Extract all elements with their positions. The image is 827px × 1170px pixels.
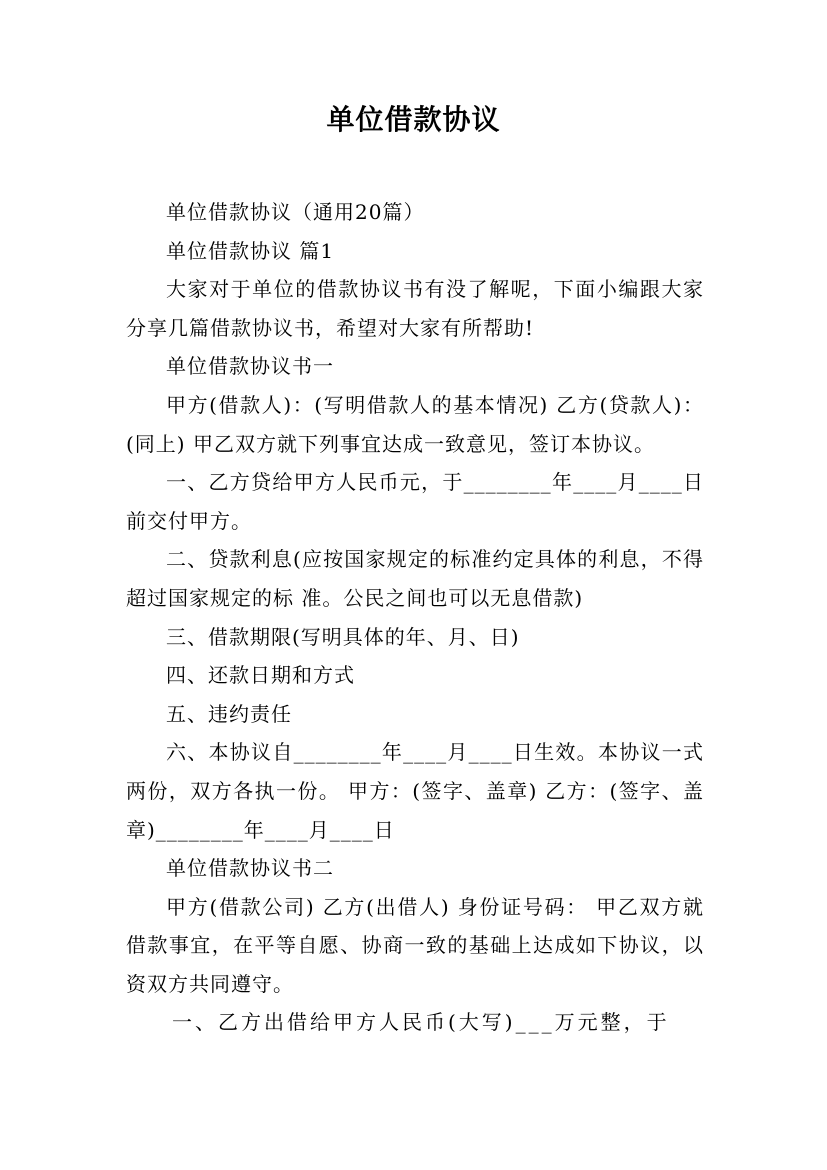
paragraph-clause-6: 六、本协议自________年____月____日生效。本协议一式两份，双方各执一份。 甲方：(签字、盖章) 乙方：(签字、盖章)________年____月____日 (126, 740, 704, 842)
paragraph-subtitle: 单位借款协议（通用20篇） (166, 200, 425, 224)
paragraph-agreement-two-heading: 单位借款协议书二 (166, 856, 334, 881)
paragraph-intro: 大家对于单位的借款协议书有没了解呢，下面小编跟大家分享几篇借款协议书，希望对大家有所帮助! (126, 277, 704, 340)
paragraph-clause-3: 三、借款期限(写明具体的年、月、日) (166, 624, 520, 649)
paragraph-clause-2: 二、贷款利息(应按国家规定的标准约定具体的利息，不得超过国家规定的标 准。公民之间也可以无息借款) (126, 547, 704, 610)
document-body (126, 193, 704, 1042)
paragraph-parties: 甲方(借款人)：(写明借款人的基本情况) 乙方(贷款人)：(同上) 甲乙双方就下列事宜达成一致意见，签订本协议。 (126, 392, 704, 456)
paragraph-clause-5: 五、违约责任 (166, 701, 292, 726)
paragraph-agreement-one-heading: 单位借款协议书一 (166, 354, 334, 379)
paragraph-clause-1: 一、乙方贷给甲方人民币元，于________年____月____日前交付甲方。 (126, 470, 704, 533)
paragraph-agreement-two-parties: 甲方(借款公司) 乙方(出借人) 身份证号码： 甲乙双方就借款事宜，在平等自愿、协商一致的基础上达成如下协议，以资双方共同遵守。 (126, 894, 704, 996)
document-title: 单位借款协议 (326, 103, 501, 136)
paragraph-agreement-two-clause-1: 一、乙方出借给甲方人民币(大写)___万元整，于 (172, 1010, 670, 1035)
paragraph-section-heading: 单位借款协议 篇1 (166, 238, 335, 263)
paragraph-clause-4: 四、还款日期和方式 (166, 663, 355, 688)
